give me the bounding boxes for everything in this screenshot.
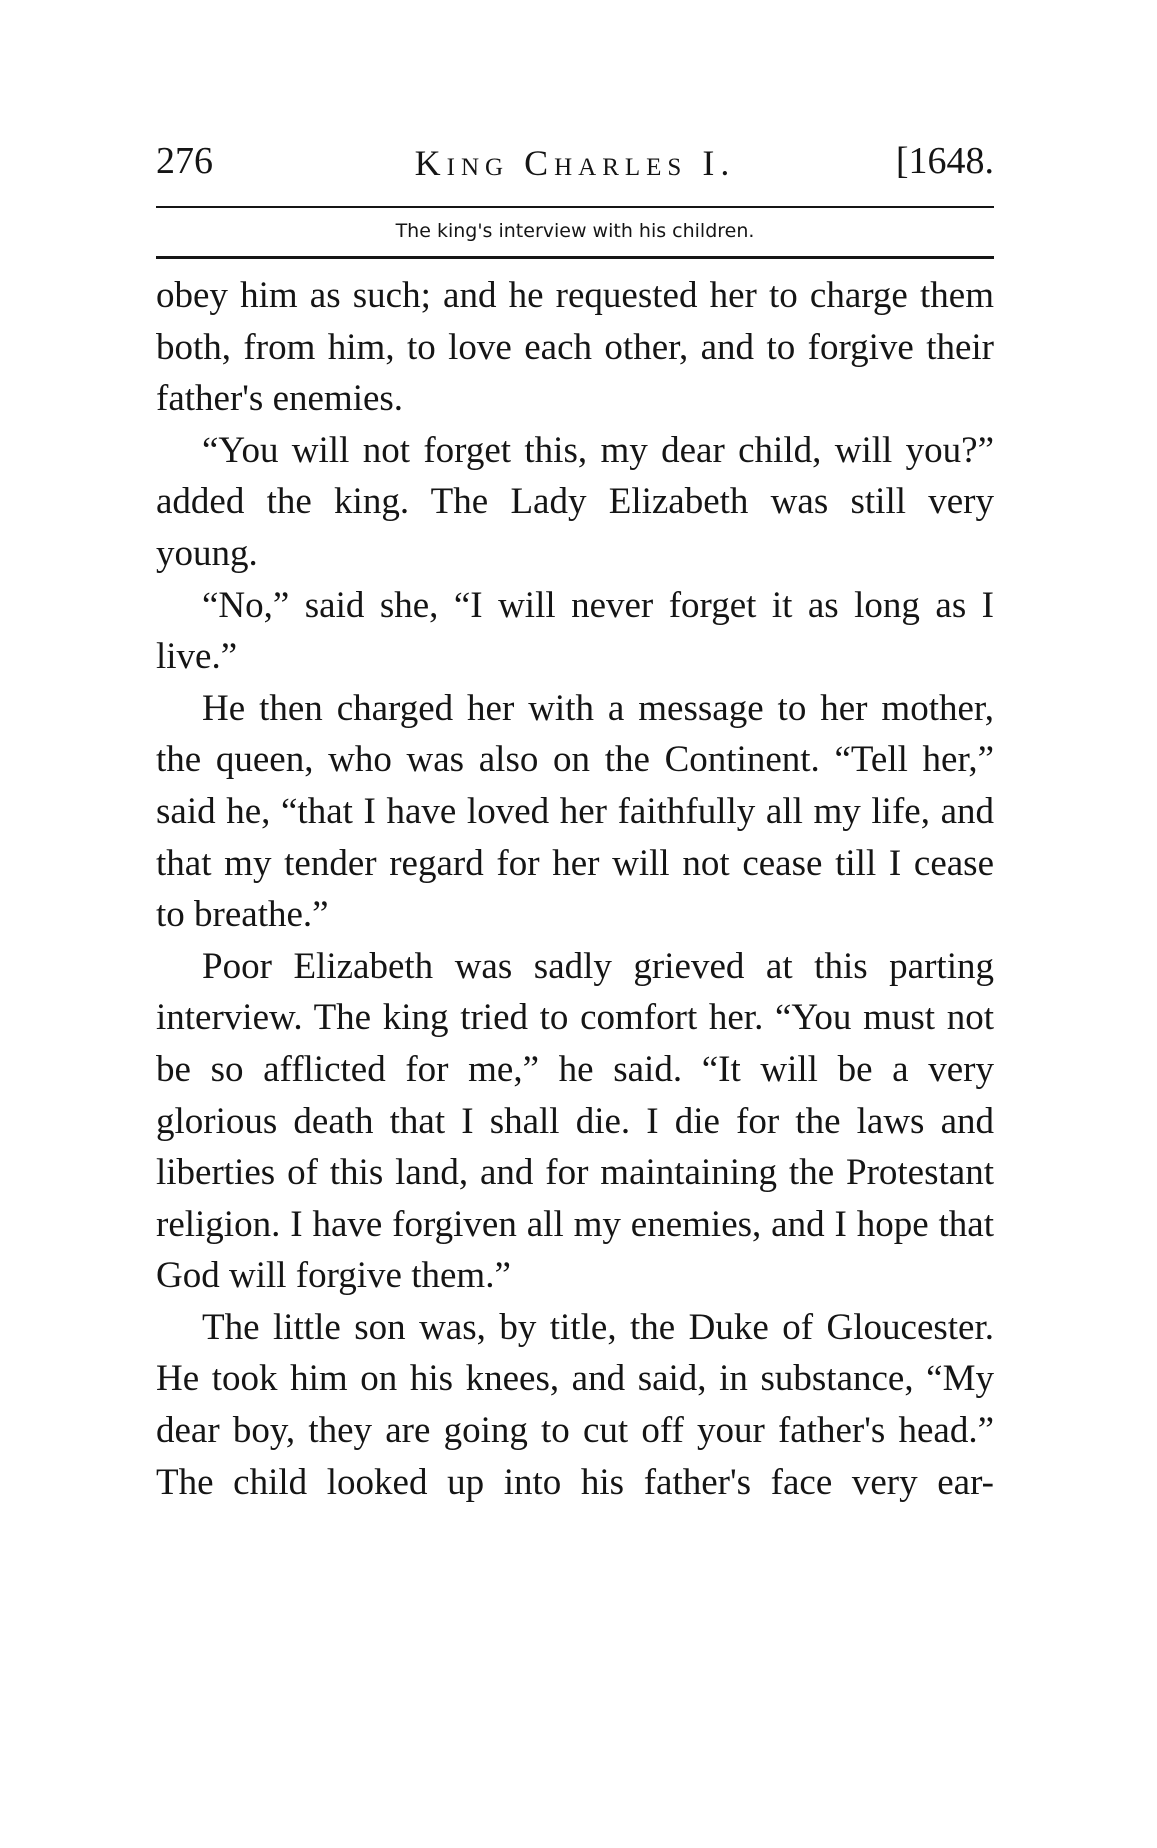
header-rule-bottom: [156, 256, 994, 259]
paragraph: “No,” said she, “I will never forget it as long as I live.”: [156, 584, 994, 678]
running-year: [1648.: [895, 140, 994, 182]
running-title: King Charles I.: [414, 143, 736, 183]
paragraph: The little son was, by title, the Duke of Gloucester. He took him on his knees, and said, in substance, “My dear boy, they are going to cut off your father's head.” The child looked up into his father's face very ear-: [156, 1306, 994, 1503]
running-header: [156, 138, 994, 198]
paragraph: He then charged her with a message to her mother, the queen, who was also on the Continent. “Tell her,” said he, “that I have loved her faithfully all my life, and that my tender regard for her will not cease till I cease to breathe.”: [156, 687, 994, 936]
page-number: 276: [156, 140, 213, 182]
header-rule-top: [156, 206, 994, 208]
paragraph: Poor Elizabeth was sadly grieved at this parting interview. The king tried to comfort her. “You must not be so afflicted for me,” he said. “It will be a very glorious death that I shall die. I die for the laws and liberties of this land, and for maintaining the Protestant religion. I have forgiven all my enemies, and I hope that God will forgive them.”: [156, 945, 994, 1297]
section-subheading: The king's interview with his children.: [395, 220, 755, 242]
paragraph: “You will not forget this, my dear child, will you?” added the king. The Lady Elizabeth was still very young.: [156, 429, 994, 574]
paragraph-continued: obey him as such; and he requested her to charge them both, from him, to love each other, and to forgive their father's enemies.: [156, 275, 994, 420]
body-text: [156, 270, 994, 1508]
